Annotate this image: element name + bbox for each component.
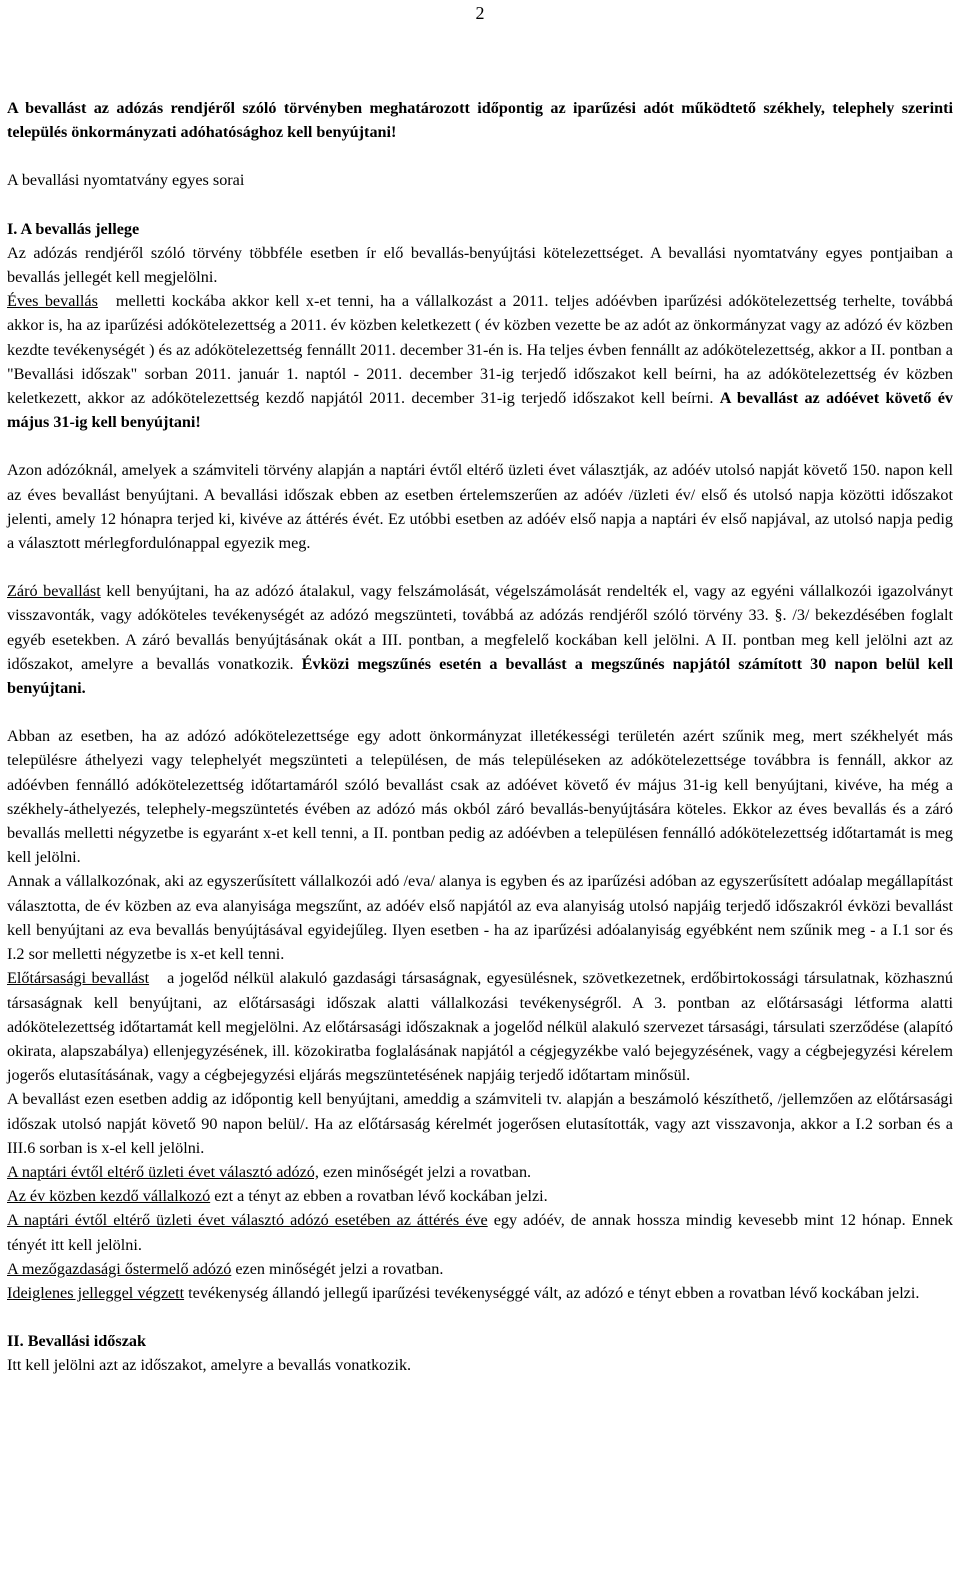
closing-return-paragraph: Záró bevallást kell benyújtani, ha az adózó átalakul, vagy felszámolását, végelszámolását rendelték el, vagy az egyéni vállalkozói igazolványt visszavonták, vagy adóköteles tevékenységét az adózó megszünteti, továbbá az adózás rendjéről szóló törvény 33. §. /3/ bekezdésében foglalt egyéb esetekben. A záró bevallás benyújtásának okát a III. pontban, a megfelelő kockában kell jelölni. A II. pontban meg kell jelölni azt az időszakot, amelyre a bevallás vonatkozik. Évközi megszűnés esetén a bevallást a megszűnés napjától számított 30 napon belül kell benyújtani. xyxy=(7,582,953,698)
rows-heading: A bevallási nyomtatvány egyes sorai xyxy=(7,171,245,190)
annual-deadline: A bevallást az adóévet követő év május 31-ig kell benyújtani! xyxy=(7,389,954,432)
document-body xyxy=(7,96,953,1378)
page-number: 2 xyxy=(475,3,485,23)
section2-text: Itt kell jelölni azt az időszakot, amelyre a bevallás vonatkozik. xyxy=(7,1356,412,1375)
annual-return-label: Éves bevallás xyxy=(7,292,98,311)
closing-return-label: Záró bevallást xyxy=(7,582,101,601)
section2-title: II. Bevallási időszak xyxy=(7,1332,146,1351)
fiscal-year-paragraph: Azon adózóknál, amelyek a számviteli törvény alapján a naptári évtől eltérő üzleti évet választják, az adóév utolsó napját követő 150. napon kell az éves bevallást benyújtani. A bevallási időszak ebben az esetben értelemszerűen az adóév /üzleti év/ első és utolsó napja közötti időszakot jelenti, amely 12 hónapra terjed ki, kivéve az áttérés évét. Ez utóbbi esetben az adóév első napja a naptári év első napjával, az utolsó napja pedig a választott mérlegfordulónappal egyezik meg. xyxy=(7,461,953,553)
eva-paragraph: Annak a vállalkozónak, aki az egyszerűsített vállalkozói adó /eva/ alanya is egyben és az iparűzési adóban az egyszerűsített adóalap megállapítást választotta, de év közben az eva alanyisága megszűnt, az adóév első napjától az eva alanyiság utolsó napjáig terjedő időszakról évközi bevallást kell benyújtani az eva bevallás benyújtásával egyidejűleg. Ilyen esetben - ha az iparűzési adóalanyiság egyébként nem szűnik meg - a I.1 sor és I.2 sor melletti négyzetbe is x-et kell tenni. xyxy=(7,872,953,964)
intro-notice: A bevallást az adózás rendjéről szóló törvényben meghatározott időpontig az iparűzési adót működtető székhely, telephely szerinti település önkormányzati adóhatósághoz kell benyújtani! xyxy=(7,99,953,142)
annual-return-paragraph: Éves bevallás melletti kockába akkor kell x-et tenni, ha a vállalkozást a 2011. teljes adóévben iparűzési adókötelezettség terhelte, továbbá akkor is, ha az iparűzési adókötelezettség a 2011. év közben keletkezett ( év közben vezette be az adót az önkormányzat vagy az adózó év közben kezdte tevékenységét ) és az adókötelezettség fennállt 2011. december 31-én is. Ha teljes évben fennállt az adókötelezettség, akkor a II. pontban a "Bevallási időszak" sorban 2011. január 1. naptól - 2011. december 31-ig terjedő időszakot kell beírni, ha az adókötelezettség év közben keletkezett, akkor az adókötelezettség kezdő napjától 2011. december 31-ig terjedő időszakot kell beírni. A bevallást az adóévet követő év május 31-ig kell benyújtani! xyxy=(7,292,954,432)
section1-title: I. A bevallás jellege xyxy=(7,219,140,238)
precompany-paragraph: Előtársasági bevallást a jogelőd nélkül alakuló gazdasági társaságnak, egyesülésnek, szövetkezetnek, erdőbirtokossági társulatnak, közhasznú társaságnak kell benyújtani, az előtársasági időszak alatti vállalkozási tevékenységről. A 3. pontban az előtársasági létforma alatti adókötelezettség időtartamát kell megjelölni. Az előtársasági időszaknak a jogelőd nélkül alakuló szervezet társasági, társulati szerződése (alapító okirata, alapszabálya) ellenjegyzésének, ill. közokiratba foglalásának napjától a cégjegyzékbe való bejegyzésének, vagy a cégbejegyzési kérelem jogerős elutasításának, vagy a cégbejegyzési eljárás megszüntetésének napjáig terjedő időtartam minősül. xyxy=(7,969,953,1085)
temporary-activity-line: Ideiglenes jelleggel végzett tevékenység állandó jellegű iparűzési tevékenységgé vált, az adózó e tényt ebben a rovatban lévő kockában jelzi. xyxy=(7,1283,920,1302)
midyear-start-line: Az év közben kezdő vállalkozó ezt a tényt az ebben a rovatban lévő kockában jelzi. xyxy=(7,1187,548,1206)
precompany-label: Előtársasági bevallást xyxy=(7,969,150,988)
farmer-line: A mezőgazdasági őstermelő adózó ezen minőségét jelzi a rovatban. xyxy=(7,1259,444,1278)
different-fiscal-year-line: A naptári évtől eltérő üzleti évet választó adózó, ezen minőségét jelzi a rovatban. xyxy=(7,1162,532,1181)
transition-year-line: A naptári évtől eltérő üzleti évet választó adózó esetében az áttérés éve egy adóév, de annak hossza mindig kevesebb mint 12 hónap. Ennek tényét itt kell jelölni. xyxy=(7,1211,954,1254)
section1-intro: Az adózás rendjéről szóló törvény többféle esetben ír elő bevallás-benyújtási kötelezettséget. A bevallási nyomtatvány egyes pontjaiban a bevallás jellegét kell megjelölni. xyxy=(7,243,953,287)
precompany-deadline: A bevallást ezen esetben addig az időpontig kell benyújtani, ameddig a számviteli tv. alapján a beszámoló készíthető, /jellemzően az előtársasági időszak utolsó napját követő 90 napon belül/. Ha az előtársaság kérelmét jogerősen elutasították, vagy azt visszavonja, akkor a I.2 sorban és a III.6 sorban is x-el kell jelölni. xyxy=(7,1090,953,1157)
relocation-paragraph: Abban az esetben, ha az adózó adókötelezettsége egy adott önkormányzat illetékességi területén azért szűnik meg, mert székhelyét más településre áthelyezi vagy telephelyét megszünteti a településen, de más településeken az adókötelezettsége továbbra is fennáll, akkor az adóévben fennálló adókötelezettség időtartamáról szóló bevallást csak az adóévet követő év május 31-ig kell benyújtani, kivéve, ha még a székhely-áthelyezés, telephely-megszüntetés évében az adózó más okból záró bevallás-benyújtására köteles. Ekkor az éves bevallás és a záró bevallás melletti négyzetbe is egyaránt x-et kell tenni, a II. pontban pedig az adóévben a településen fennálló adókötelezettség időtartamát is meg kell jelölni. xyxy=(7,727,953,867)
closing-deadline: Évközi megszűnés esetén a bevallást a megszűnés napjától számított 30 napon belül kell benyújtani. xyxy=(7,654,953,698)
